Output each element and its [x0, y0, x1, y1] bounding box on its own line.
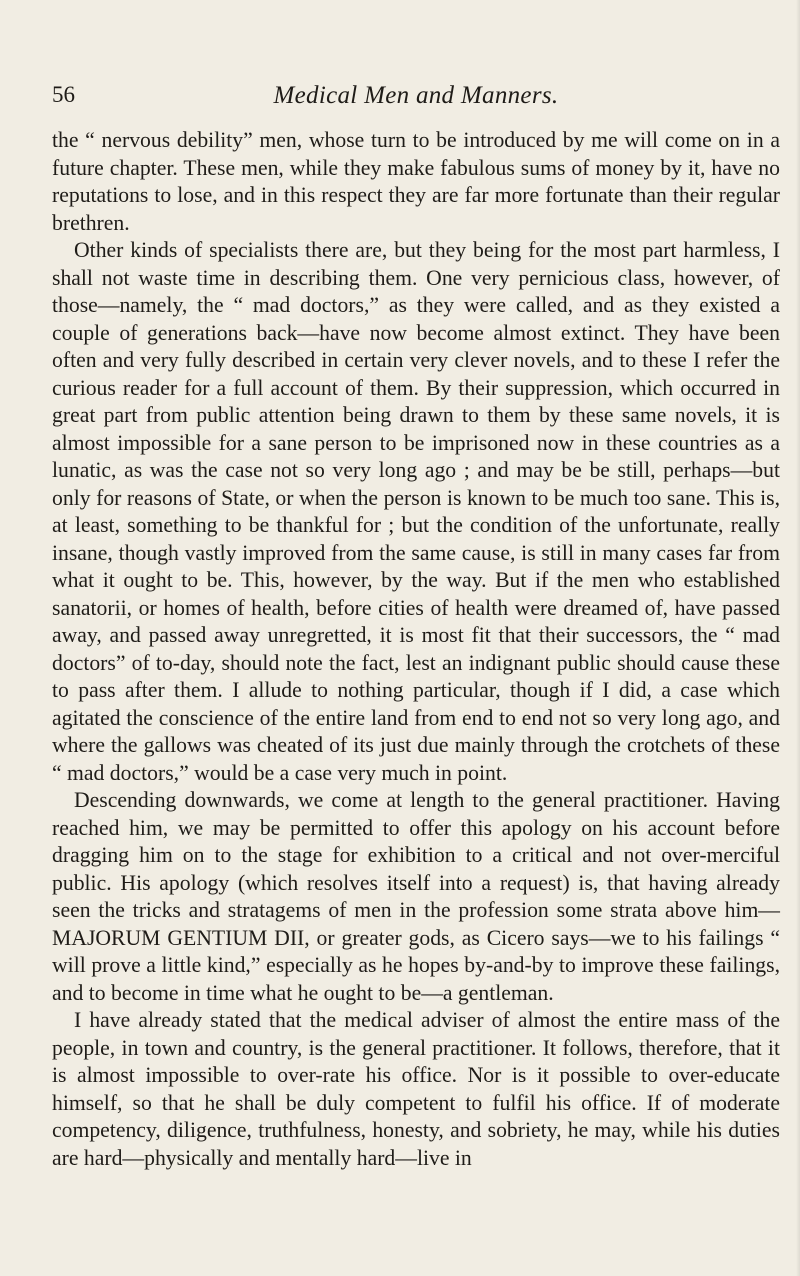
paragraph: Other kinds of specialists there are, but they being for the most part harmless, I shall not waste time in describing them. One very pernicious class, however, of those—namely, the “ mad doctors,” as they were called, and as they existed a couple of generations back—have now become almost extinct. They have been often and very fully described in certain very clever novels, and to these I refer the curious reader for a full account of them. By their suppression, which occurred in great part from public attention being drawn to them by these same novels, it is almost impossible for a sane person to be imprisoned now in these countries as a lunatic, as was the case not so very long ago ; and may be be still, perhaps—but only for reasons of State, or when the person is known to be much too sane. This is, at least, something to be thankful for ; but the condition of the unfortunate, really insane, though vastly improved from the same cause, is still in many cases far from what it ought to be. This, however, by the way. But if the men who established sanatorii, or homes of health, before cities of health were dreamed of, have passed away, and passed away unregretted, it is most fit that their successors, the “ mad doctors” of to-day, should note the fact, lest an indignant public should cause these to pass after them. I allude to nothing particular, though if I did, a case which agitated the conscience of the entire land from end to end not so very long ago, and where the gallows was cheated of its just due mainly through the crotchets of these “ mad doctors,” would be a case very much in point. — [52, 238, 780, 785]
paragraph: the “ nervous debility” men, whose turn to be introduced by me will come on in a future chapter. These men, while they make fabulous sums of money by it, have no reputations to lose, and in this respect they are far more fortunate than their regular brethren. — [52, 128, 780, 235]
page-number: 56 — [52, 82, 75, 107]
running-head: Medical Men and Manners. — [273, 82, 559, 109]
page-edge-shadow — [796, 0, 800, 1276]
page-header — [52, 82, 780, 112]
body-text — [52, 127, 780, 1172]
paragraph: Descending downwards, we come at length to the general practitioner. Having reached him, we may be permitted to offer this apology on his account before dragging him on to the stage for exhibition to a critical and not over-merciful public. His apology (which resolves itself into a request) is, that having already seen the tricks and stratagems of men in the profession some strata above him—MAJORUM GENTIUM DII, or greater gods, as Cicero says—we to his failings “ will prove a little kind,” especially as he hopes by-and-by to improve these failings, and to become in time what he ought to be—a gentleman. — [52, 788, 780, 1005]
paragraph: I have already stated that the medical adviser of almost the entire mass of the people, in town and country, is the general practitioner. It follows, therefore, that it is almost impossible to over-rate his office. Nor is it possible to over-educate himself, so that he shall be duly competent to fulfil his office. If of moderate competency, diligence, truthfulness, honesty, and sobriety, he may, while his duties are hard—physically and mentally hard—live in — [52, 1008, 780, 1170]
